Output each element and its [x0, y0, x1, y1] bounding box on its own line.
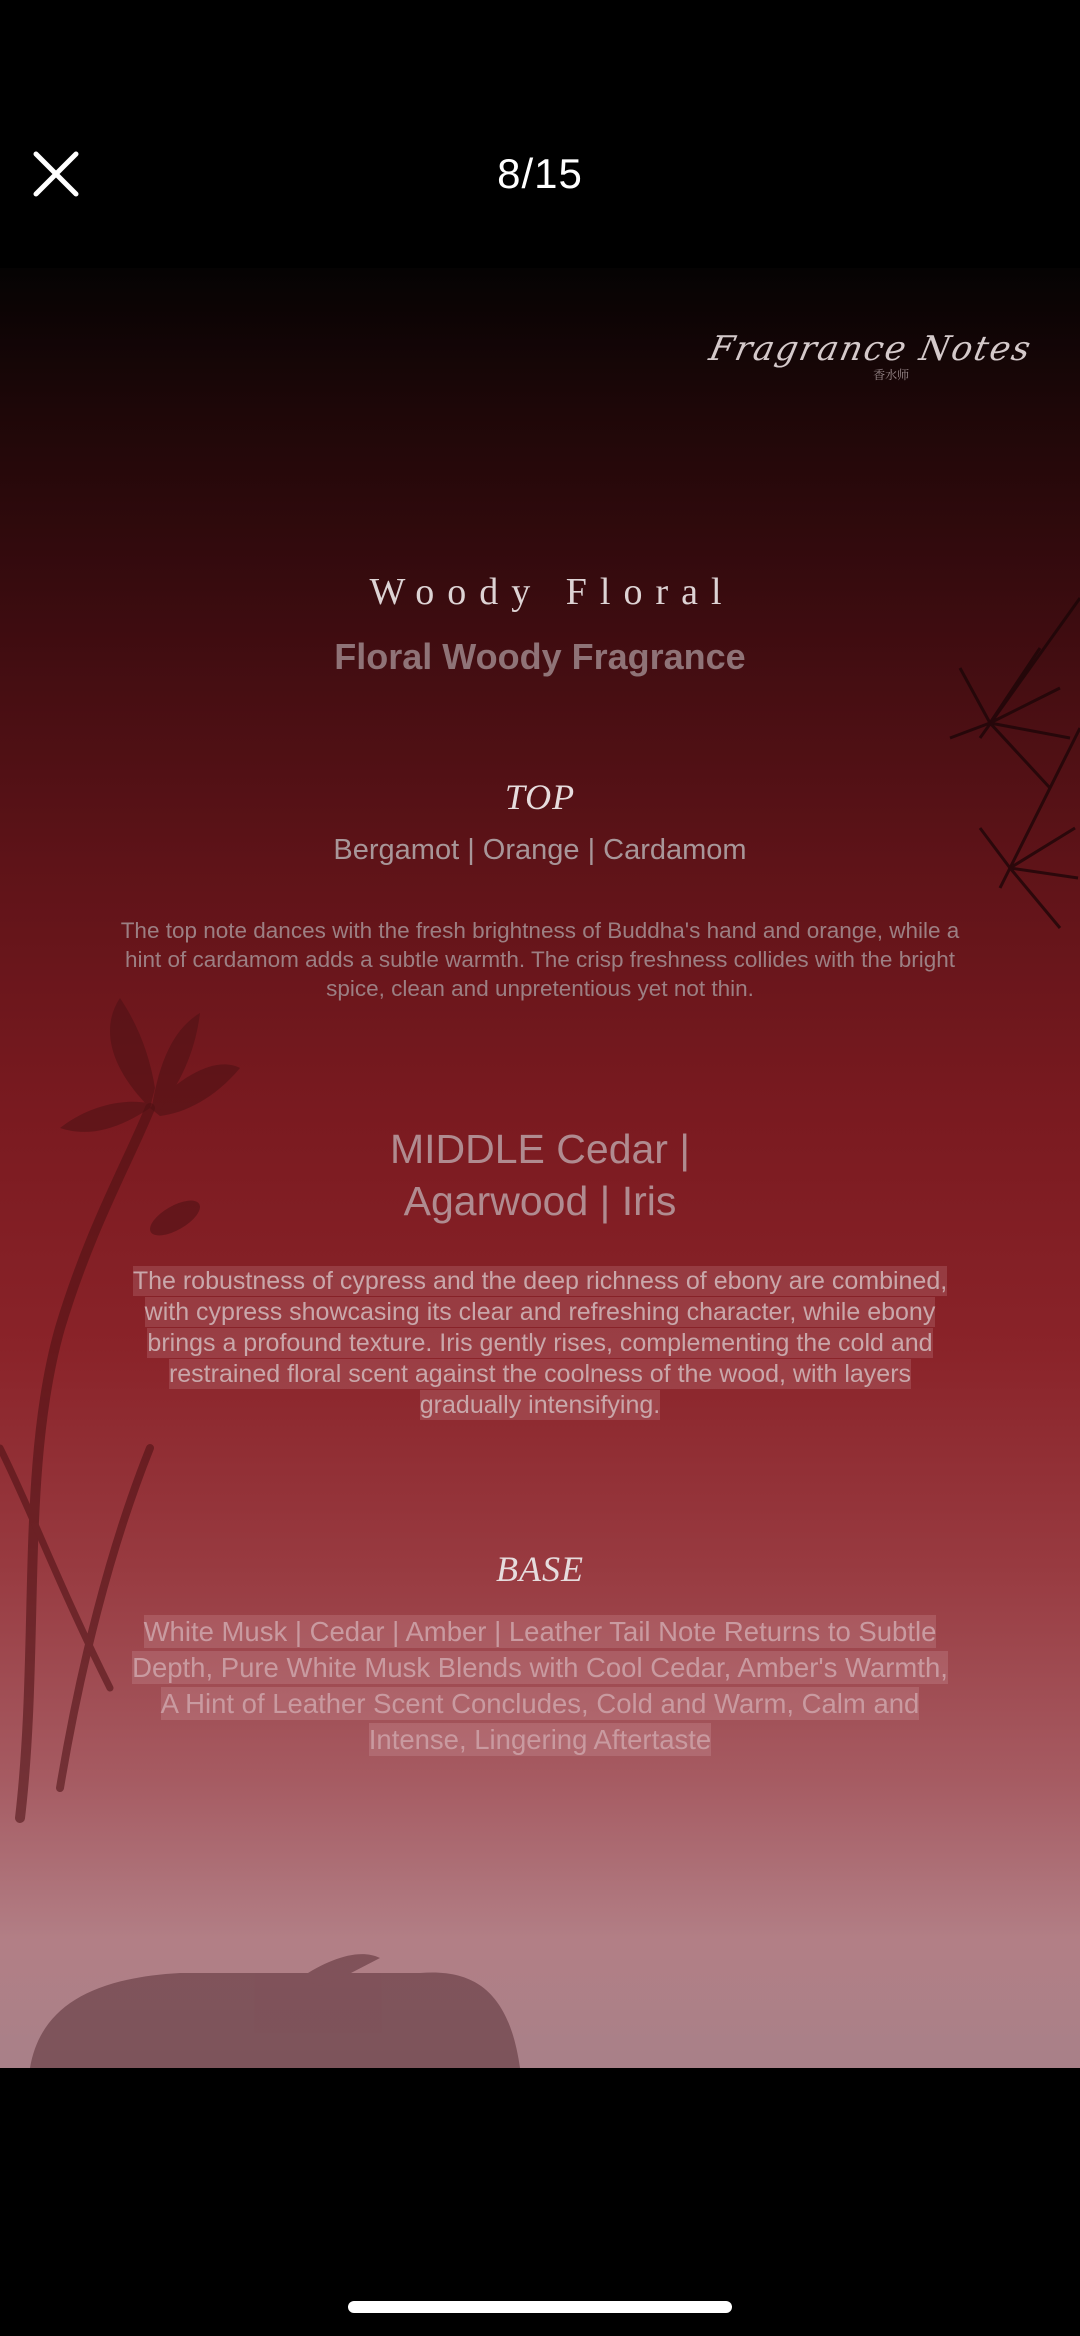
top-note-heading: TOP — [504, 777, 576, 817]
top-note-list: Bergamot | Orange | Cardamom — [333, 834, 747, 866]
brand-script-text: Fragrance Notes — [706, 329, 1037, 369]
brand-logo — [706, 329, 1037, 382]
middle-note-description — [120, 1266, 960, 1421]
middle-note-heading: MIDDLE Cedar | Agarwood | Iris — [389, 1126, 690, 1224]
brand-sub-text: 香水师 — [873, 368, 910, 382]
base-note-description — [130, 1614, 950, 1758]
fragrance-image[interactable] — [0, 268, 1080, 2068]
viewer-bottom-bar — [0, 2068, 1080, 2336]
viewer-top-bar — [0, 0, 1080, 268]
base-note-heading: BASE — [496, 1549, 584, 1589]
home-indicator[interactable] — [348, 2301, 732, 2313]
top-note-description: The top note dances with the fresh brightness of Buddha's hand and orange, while a hint of cardamom adds a subtle warmth. The crisp freshness collides with the bright spice, clean and unpretentious yet not thin. — [120, 918, 960, 1001]
base-note-description-text: White Musk | Cedar | Amber | Leather Tail Note Returns to Subtle Depth, Pure White Musk Blends with Cool Cedar, Amber's Warmth, A Hint of Leather Scent Concludes, Cold and Warm, Calm and Intense, Lingering Aftertaste — [132, 1616, 948, 1755]
category-subtitle: Floral Woody Fragrance — [334, 636, 746, 677]
category-title: Woody Floral — [369, 571, 735, 613]
page-counter: 8/15 — [497, 150, 583, 197]
middle-note-description-text: The robustness of cypress and the deep richness of ebony are combined, with cypress showcasing its clear and refreshing character, while ebony brings a profound texture. Iris gently rises, complementing the cold and restrained floral scent against the coolness of the wood, with layers gradually intensifying. — [132, 1267, 948, 1419]
